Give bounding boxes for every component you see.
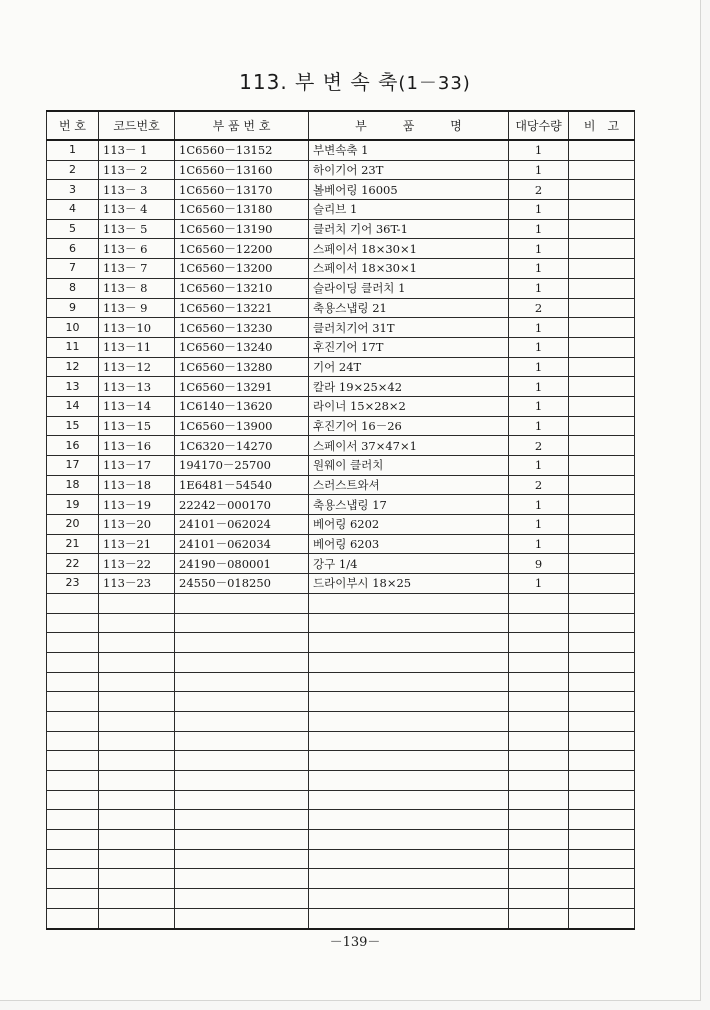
empty-cell	[569, 692, 635, 712]
header-no: 번 호	[47, 111, 99, 140]
remarks	[569, 318, 635, 338]
empty-table-row	[47, 613, 635, 633]
empty-cell	[509, 613, 569, 633]
row-number: 19	[47, 495, 99, 515]
quantity: 1	[509, 357, 569, 377]
part-number: 1C6560－13221	[175, 298, 309, 318]
row-number: 21	[47, 534, 99, 554]
empty-cell	[309, 672, 509, 692]
table-row	[47, 377, 635, 397]
row-number: 18	[47, 475, 99, 495]
table-row	[47, 357, 635, 377]
empty-cell	[175, 869, 309, 889]
empty-cell	[569, 869, 635, 889]
remarks	[569, 436, 635, 456]
code-number: 113－19	[99, 495, 175, 515]
part-number: 1C6560－13170	[175, 180, 309, 200]
part-name: 클러치 기어 36T-1	[309, 219, 509, 239]
empty-table-row	[47, 692, 635, 712]
row-number: 10	[47, 318, 99, 338]
table-row	[47, 239, 635, 259]
empty-cell	[569, 711, 635, 731]
empty-cell	[99, 790, 175, 810]
part-name: 슬라이딩 클러치 1	[309, 278, 509, 298]
empty-cell	[509, 672, 569, 692]
part-number: 1C6320－14270	[175, 436, 309, 456]
table-row	[47, 180, 635, 200]
header-part-number: 부 품 번 호	[175, 111, 309, 140]
part-name: 베어링 6202	[309, 515, 509, 535]
empty-cell	[309, 593, 509, 613]
empty-cell	[509, 652, 569, 672]
empty-cell	[569, 810, 635, 830]
quantity: 1	[509, 495, 569, 515]
empty-cell	[47, 652, 99, 672]
part-name: 베어링 6203	[309, 534, 509, 554]
empty-cell	[309, 692, 509, 712]
empty-table-row	[47, 810, 635, 830]
quantity: 1	[509, 140, 569, 160]
parts-table-body	[47, 140, 635, 929]
remarks	[569, 180, 635, 200]
empty-cell	[99, 830, 175, 850]
empty-cell	[175, 731, 309, 751]
row-number: 15	[47, 416, 99, 436]
empty-cell	[309, 711, 509, 731]
part-name: 스러스트와셔	[309, 475, 509, 495]
remarks	[569, 554, 635, 574]
remarks	[569, 475, 635, 495]
empty-cell	[47, 672, 99, 692]
table-row	[47, 160, 635, 180]
part-name: 클러치기어 31T	[309, 318, 509, 338]
remarks	[569, 416, 635, 436]
part-number: 1C6560－13230	[175, 318, 309, 338]
empty-cell	[569, 731, 635, 751]
code-number: 113－ 3	[99, 180, 175, 200]
empty-cell	[47, 692, 99, 712]
empty-cell	[509, 731, 569, 751]
empty-table-row	[47, 593, 635, 613]
empty-cell	[509, 593, 569, 613]
remarks	[569, 219, 635, 239]
quantity: 1	[509, 396, 569, 416]
empty-cell	[99, 908, 175, 928]
header-code: 코드번호	[99, 111, 175, 140]
empty-cell	[99, 692, 175, 712]
empty-cell	[175, 672, 309, 692]
empty-cell	[47, 751, 99, 771]
empty-cell	[569, 771, 635, 791]
part-number: 24190－080001	[175, 554, 309, 574]
quantity: 1	[509, 337, 569, 357]
empty-cell	[309, 633, 509, 653]
part-number: 1C6560－13180	[175, 200, 309, 220]
empty-cell	[509, 771, 569, 791]
remarks	[569, 278, 635, 298]
row-number: 23	[47, 574, 99, 594]
quantity: 2	[509, 298, 569, 318]
empty-cell	[47, 613, 99, 633]
part-number: 24550－018250	[175, 574, 309, 594]
table-row	[47, 515, 635, 535]
code-number: 113－ 5	[99, 219, 175, 239]
empty-cell	[47, 711, 99, 731]
empty-cell	[309, 869, 509, 889]
empty-cell	[99, 613, 175, 633]
empty-cell	[569, 652, 635, 672]
empty-cell	[569, 593, 635, 613]
empty-cell	[509, 908, 569, 928]
part-name: 스페이서 37×47×1	[309, 436, 509, 456]
header-remarks: 비 고	[569, 111, 635, 140]
quantity: 1	[509, 239, 569, 259]
code-number: 113－ 1	[99, 140, 175, 160]
part-number: 1C6560－13240	[175, 337, 309, 357]
part-number: 24101－062034	[175, 534, 309, 554]
empty-cell	[175, 790, 309, 810]
remarks	[569, 357, 635, 377]
code-number: 113－ 9	[99, 298, 175, 318]
empty-cell	[175, 751, 309, 771]
quantity: 1	[509, 574, 569, 594]
empty-cell	[99, 869, 175, 889]
quantity: 1	[509, 456, 569, 476]
empty-cell	[47, 593, 99, 613]
remarks	[569, 160, 635, 180]
empty-cell	[569, 751, 635, 771]
part-number: 1C6560－13280	[175, 357, 309, 377]
code-number: 113－ 7	[99, 259, 175, 279]
remarks	[569, 377, 635, 397]
part-name: 부변속축 1	[309, 140, 509, 160]
part-name: 강구 1/4	[309, 554, 509, 574]
empty-cell	[569, 633, 635, 653]
part-number: 1C6560－13160	[175, 160, 309, 180]
empty-cell	[509, 692, 569, 712]
empty-cell	[509, 830, 569, 850]
empty-cell	[309, 830, 509, 850]
table-row	[47, 574, 635, 594]
code-number: 113－23	[99, 574, 175, 594]
code-number: 113－ 4	[99, 200, 175, 220]
empty-cell	[99, 672, 175, 692]
empty-cell	[309, 652, 509, 672]
part-number: 1C6560－13190	[175, 219, 309, 239]
remarks	[569, 140, 635, 160]
part-number: 1C6560－13210	[175, 278, 309, 298]
part-name: 칼라 19×25×42	[309, 377, 509, 397]
empty-table-row	[47, 771, 635, 791]
part-name: 축용스냅링 17	[309, 495, 509, 515]
empty-cell	[99, 751, 175, 771]
table-row	[47, 298, 635, 318]
remarks	[569, 456, 635, 476]
part-name: 기어 24T	[309, 357, 509, 377]
part-number: 1C6140－13620	[175, 396, 309, 416]
empty-table-row	[47, 790, 635, 810]
empty-cell	[509, 751, 569, 771]
empty-cell	[569, 908, 635, 928]
part-name: 후진기어 17T	[309, 337, 509, 357]
empty-cell	[309, 751, 509, 771]
empty-cell	[99, 810, 175, 830]
row-number: 17	[47, 456, 99, 476]
title-range: (1－33)	[398, 73, 471, 94]
remarks	[569, 396, 635, 416]
part-name: 드라이부시 18×25	[309, 574, 509, 594]
code-number: 113－ 2	[99, 160, 175, 180]
row-number: 2	[47, 160, 99, 180]
row-number: 7	[47, 259, 99, 279]
table-row	[47, 219, 635, 239]
part-number: 1E6481－54540	[175, 475, 309, 495]
table-row	[47, 436, 635, 456]
empty-cell	[175, 613, 309, 633]
table-header-row	[47, 111, 635, 140]
code-number: 113－ 6	[99, 239, 175, 259]
code-number: 113－15	[99, 416, 175, 436]
empty-cell	[509, 633, 569, 653]
code-number: 113－16	[99, 436, 175, 456]
quantity: 1	[509, 318, 569, 338]
header-quantity: 대당수량	[509, 111, 569, 140]
empty-cell	[309, 731, 509, 751]
empty-table-row	[47, 731, 635, 751]
empty-table-row	[47, 889, 635, 909]
quantity: 1	[509, 278, 569, 298]
code-number: 113－11	[99, 337, 175, 357]
quantity: 1	[509, 200, 569, 220]
remarks	[569, 239, 635, 259]
remarks	[569, 515, 635, 535]
empty-cell	[509, 810, 569, 830]
row-number: 8	[47, 278, 99, 298]
empty-cell	[509, 790, 569, 810]
code-number: 113－17	[99, 456, 175, 476]
empty-cell	[47, 830, 99, 850]
empty-cell	[175, 810, 309, 830]
code-number: 113－18	[99, 475, 175, 495]
empty-table-row	[47, 652, 635, 672]
empty-cell	[175, 593, 309, 613]
title-main: 113. 부 변 속 축	[239, 70, 399, 94]
empty-cell	[175, 652, 309, 672]
page-number: －139－	[329, 935, 381, 950]
empty-cell	[309, 771, 509, 791]
empty-cell	[175, 830, 309, 850]
empty-cell	[175, 692, 309, 712]
table-row	[47, 416, 635, 436]
part-name: 원웨이 클러치	[309, 456, 509, 476]
part-name: 후진기어 16－26	[309, 416, 509, 436]
row-number: 9	[47, 298, 99, 318]
row-number: 3	[47, 180, 99, 200]
row-number: 13	[47, 377, 99, 397]
table-row	[47, 200, 635, 220]
empty-cell	[47, 908, 99, 928]
row-number: 20	[47, 515, 99, 535]
empty-cell	[509, 849, 569, 869]
empty-cell	[569, 889, 635, 909]
empty-table-row	[47, 633, 635, 653]
table-row	[47, 278, 635, 298]
table-row	[47, 259, 635, 279]
row-number: 6	[47, 239, 99, 259]
empty-cell	[175, 711, 309, 731]
part-number: 1C6560－13291	[175, 377, 309, 397]
empty-table-row	[47, 672, 635, 692]
code-number: 113－21	[99, 534, 175, 554]
empty-cell	[175, 889, 309, 909]
empty-cell	[509, 869, 569, 889]
empty-table-row	[47, 849, 635, 869]
empty-cell	[47, 810, 99, 830]
row-number: 4	[47, 200, 99, 220]
part-name: 하이기어 23T	[309, 160, 509, 180]
quantity: 1	[509, 534, 569, 554]
empty-cell	[99, 633, 175, 653]
empty-table-row	[47, 830, 635, 850]
empty-cell	[509, 889, 569, 909]
empty-cell	[47, 849, 99, 869]
empty-table-row	[47, 751, 635, 771]
empty-cell	[99, 652, 175, 672]
empty-cell	[99, 889, 175, 909]
part-number: 24101－062024	[175, 515, 309, 535]
part-name: 스페이서 18×30×1	[309, 259, 509, 279]
remarks	[569, 337, 635, 357]
empty-cell	[309, 908, 509, 928]
code-number: 113－14	[99, 396, 175, 416]
quantity: 1	[509, 160, 569, 180]
row-number: 16	[47, 436, 99, 456]
table-row	[47, 337, 635, 357]
empty-cell	[47, 790, 99, 810]
quantity: 2	[509, 180, 569, 200]
remarks	[569, 495, 635, 515]
empty-cell	[99, 593, 175, 613]
empty-cell	[175, 771, 309, 791]
empty-cell	[47, 889, 99, 909]
empty-cell	[309, 790, 509, 810]
quantity: 1	[509, 259, 569, 279]
quantity: 2	[509, 436, 569, 456]
header-part-name: 부 품 명	[309, 111, 509, 140]
code-number: 113－20	[99, 515, 175, 535]
row-number: 14	[47, 396, 99, 416]
remarks	[569, 259, 635, 279]
part-name: 슬리브 1	[309, 200, 509, 220]
table-row	[47, 396, 635, 416]
part-number: 22242－000170	[175, 495, 309, 515]
remarks	[569, 298, 635, 318]
empty-cell	[47, 771, 99, 791]
quantity: 2	[509, 475, 569, 495]
part-number: 1C6560－13200	[175, 259, 309, 279]
quantity: 1	[509, 377, 569, 397]
empty-cell	[99, 731, 175, 751]
remarks	[569, 200, 635, 220]
empty-table-row	[47, 711, 635, 731]
empty-cell	[509, 711, 569, 731]
empty-cell	[309, 889, 509, 909]
empty-cell	[569, 849, 635, 869]
part-number: 1C6560－13152	[175, 140, 309, 160]
code-number: 113－ 8	[99, 278, 175, 298]
code-number: 113－12	[99, 357, 175, 377]
part-number: 1C6560－13900	[175, 416, 309, 436]
part-name: 축용스냅링 21	[309, 298, 509, 318]
part-name: 라이너 15×28×2	[309, 396, 509, 416]
page-title	[0, 66, 710, 95]
parts-table	[46, 110, 635, 930]
quantity: 1	[509, 416, 569, 436]
table-row	[47, 554, 635, 574]
part-name: 볼베어링 16005	[309, 180, 509, 200]
table-row	[47, 456, 635, 476]
empty-table-row	[47, 908, 635, 928]
row-number: 11	[47, 337, 99, 357]
empty-cell	[569, 672, 635, 692]
quantity: 1	[509, 515, 569, 535]
table-row	[47, 318, 635, 338]
empty-cell	[309, 613, 509, 633]
empty-cell	[569, 790, 635, 810]
table-row	[47, 534, 635, 554]
empty-cell	[569, 613, 635, 633]
code-number: 113－22	[99, 554, 175, 574]
empty-cell	[569, 830, 635, 850]
row-number: 22	[47, 554, 99, 574]
row-number: 1	[47, 140, 99, 160]
part-number: 1C6560－12200	[175, 239, 309, 259]
empty-cell	[47, 731, 99, 751]
remarks	[569, 574, 635, 594]
empty-cell	[99, 711, 175, 731]
empty-cell	[47, 869, 99, 889]
empty-cell	[175, 633, 309, 653]
row-number: 5	[47, 219, 99, 239]
part-name: 스페이서 18×30×1	[309, 239, 509, 259]
quantity: 9	[509, 554, 569, 574]
empty-cell	[309, 849, 509, 869]
empty-cell	[175, 908, 309, 928]
empty-cell	[47, 633, 99, 653]
empty-cell	[99, 849, 175, 869]
code-number: 113－13	[99, 377, 175, 397]
empty-cell	[99, 771, 175, 791]
row-number: 12	[47, 357, 99, 377]
empty-cell	[175, 849, 309, 869]
table-row	[47, 475, 635, 495]
quantity: 1	[509, 219, 569, 239]
empty-table-row	[47, 869, 635, 889]
table-row	[47, 495, 635, 515]
table-row	[47, 140, 635, 160]
remarks	[569, 534, 635, 554]
code-number: 113－10	[99, 318, 175, 338]
part-number: 194170－25700	[175, 456, 309, 476]
empty-cell	[309, 810, 509, 830]
